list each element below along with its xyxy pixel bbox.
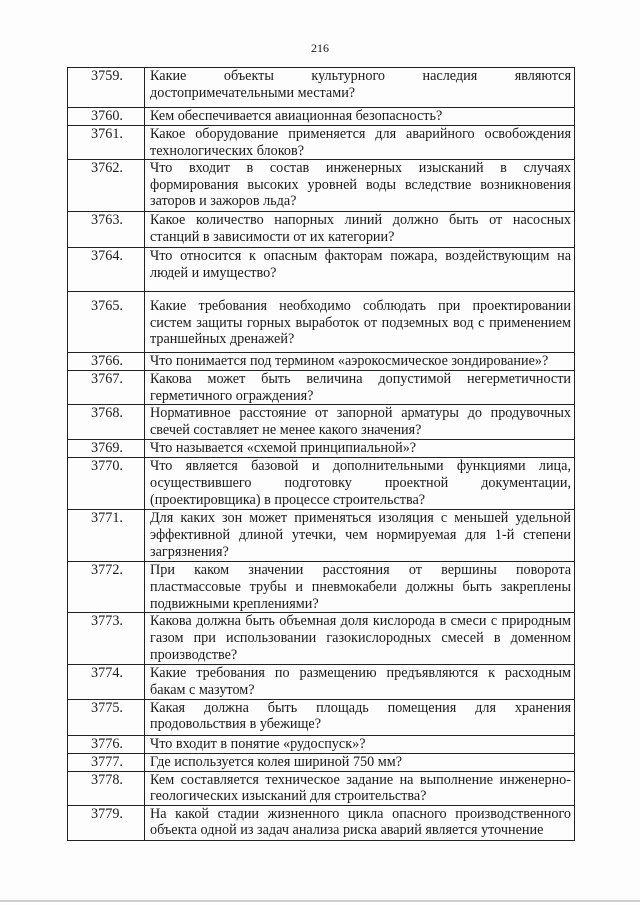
question-number: 3773. — [68, 613, 145, 665]
table-row — [68, 665, 575, 699]
question-text: Нормативное расстояние от запорной арматуры до продувочных свечей составляет не менее какого значения? — [145, 405, 575, 440]
question-text: Что входит в понятие «рудоспуск»? — [145, 735, 575, 753]
question-text: На какой стадии жизненного цикла опасного производственного объекта одной из задач анализа риска аварий является уточнение — [145, 805, 575, 840]
question-text: Что входит в состав инженерных изысканий в случаях формирования высоких уровней воды вследствие возникновения заторов и зажоров льда? — [145, 160, 575, 212]
table-row — [68, 126, 575, 160]
question-text: Какое количество напорных линий должно быть от насосных станций в зависимости от их категории? — [145, 212, 575, 248]
question-text: Какова может быть величина допустимой негерметичности герметичного ограждения? — [145, 371, 575, 405]
question-text: Какие объекты культурного наследия являются достопримечательными местами? — [145, 68, 575, 108]
question-number: 3762. — [68, 160, 145, 212]
table-row — [68, 771, 575, 805]
question-text: Какова должна быть объемная доля кислорода в смеси с природным газом при использовании газокислородных смесей в доменном производстве? — [145, 613, 575, 665]
question-number: 3764. — [68, 248, 145, 292]
question-text: Что понимается под термином «аэрокосмическое зондирование»? — [145, 353, 575, 371]
table-row — [68, 353, 575, 371]
question-text: Что относится к опасным факторам пожара, воздействующим на людей и имущество? — [145, 248, 575, 292]
question-number: 3763. — [68, 212, 145, 248]
question-text: Какая должна быть площадь помещения для хранения продовольствия в убежище? — [145, 699, 575, 735]
table-row — [68, 613, 575, 665]
question-text: Какие требования по размещению предъявляются к расходным бакам с мазутом? — [145, 665, 575, 699]
page-number: 216 — [311, 41, 329, 55]
question-number: 3779. — [68, 805, 145, 840]
table-row — [68, 735, 575, 753]
question-number: 3766. — [68, 353, 145, 371]
question-text: Кем составляется техническое задание на выполнение инженерно-геологических изысканий для строительства? — [145, 771, 575, 805]
question-text: Для каких зон может применяться изоляция с меньшей удельной эффективной длиной утечки, чем нормируемая для 1-й степени загрязнения? — [145, 510, 575, 562]
scan-edge-divider — [0, 900, 640, 902]
question-number: 3777. — [68, 753, 145, 771]
question-number: 3778. — [68, 771, 145, 805]
table-row — [68, 405, 575, 440]
table-row — [68, 440, 575, 458]
question-number: 3765. — [68, 292, 145, 353]
question-text: Какое оборудование применяется для аварийного освобождения технологических блоков? — [145, 126, 575, 160]
question-number: 3767. — [68, 371, 145, 405]
question-number: 3771. — [68, 510, 145, 562]
table-row — [68, 292, 575, 353]
question-text: Кем обеспечивается авиационная безопасность? — [145, 108, 575, 126]
question-number: 3761. — [68, 126, 145, 160]
table-row — [68, 753, 575, 771]
question-number: 3769. — [68, 440, 145, 458]
table-row — [68, 510, 575, 562]
table-row — [68, 68, 575, 108]
table-row — [68, 248, 575, 292]
table-row — [68, 212, 575, 248]
table-row — [68, 805, 575, 840]
question-text: Где используется колея шириной 750 мм? — [145, 753, 575, 771]
question-text: Что называется «схемой принципиальной»? — [145, 440, 575, 458]
question-text: Что является базовой и дополнительными функциями лица, осуществившего подготовку проектной документации, (проектировщика) в процессе строительства? — [145, 458, 575, 510]
table-row — [68, 371, 575, 405]
question-text: Какие требования необходимо соблюдать при проектировании систем защиты горных выработок от подземных вод с применением траншейных дренажей? — [145, 292, 575, 353]
question-number: 3759. — [68, 68, 145, 108]
question-number: 3770. — [68, 458, 145, 510]
question-number: 3774. — [68, 665, 145, 699]
question-number: 3772. — [68, 562, 145, 613]
table-row — [68, 108, 575, 126]
question-text: При каком значении расстояния от вершины поворота пластмассовые трубы и пневмокабели должны быть закреплены подвижными креплениями? — [145, 562, 575, 613]
question-number: 3775. — [68, 699, 145, 735]
question-number: 3768. — [68, 405, 145, 440]
question-number: 3776. — [68, 735, 145, 753]
table-row — [68, 458, 575, 510]
table-row — [68, 562, 575, 613]
table-row — [68, 160, 575, 212]
question-number: 3760. — [68, 108, 145, 126]
table-row — [68, 699, 575, 735]
questions-table — [67, 67, 575, 841]
